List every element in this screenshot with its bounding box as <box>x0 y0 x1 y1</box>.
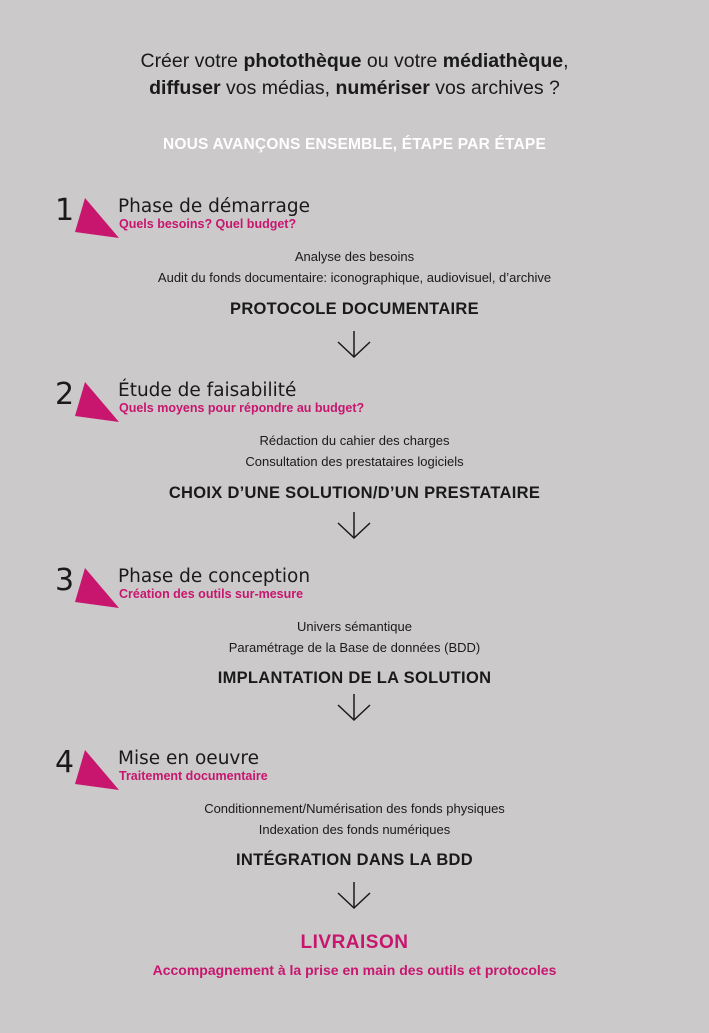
detail-line: Paramétrage de la Base de données (BDD) <box>228 639 481 655</box>
down-arrow-icon <box>336 881 372 911</box>
step-title: Phase de démarrage <box>118 196 310 217</box>
step-title: Phase de conception <box>118 566 311 587</box>
step-4-outcome: INTÉGRATION DANS LA BDD <box>236 851 473 869</box>
step-3-details <box>0 617 709 658</box>
detail-line: Indexation des fonds numériques <box>258 821 451 837</box>
step-number: 2 <box>55 377 75 412</box>
step-subtitle: Quels moyens pour répondre au budget? <box>119 401 365 415</box>
headline <box>0 48 709 102</box>
detail-line: Analyse des besoins <box>294 249 415 264</box>
headline-keyword: photothèque <box>243 50 362 72</box>
down-arrow-icon <box>336 330 372 360</box>
step-number: 3 <box>55 563 75 598</box>
headline-text: vos archives ? <box>429 77 560 99</box>
headline-keyword: diffuser <box>149 77 221 99</box>
step-title: Étude de faisabilité <box>118 380 297 401</box>
step-2-details <box>0 431 709 472</box>
magenta-triangle-icon <box>75 382 121 424</box>
step-title: Mise en oeuvre <box>118 748 259 769</box>
headline-line-2 <box>0 75 709 102</box>
delivery-title: LIVRAISON <box>300 932 409 953</box>
magenta-triangle-icon <box>75 750 121 792</box>
step-4-details <box>0 799 709 840</box>
down-arrow-icon <box>336 693 372 723</box>
step-subtitle: Création des outils sur-mesure <box>119 587 304 601</box>
detail-line: Rédaction du cahier des charges <box>259 433 450 448</box>
delivery-subtitle: Accompagnement à la prise en main des outils et protocoles <box>152 962 557 978</box>
detail-line: Consultation des prestataires logiciels <box>245 453 464 469</box>
headline-keyword: médiathèque <box>442 50 564 72</box>
magenta-triangle-icon <box>75 198 121 240</box>
detail-line: Conditionnement/Numérisation des fonds physiques <box>204 801 505 816</box>
step-number: 1 <box>55 193 75 228</box>
step-1-details <box>0 247 709 288</box>
detail-line: Univers sémantique <box>297 619 412 634</box>
detail-line: Audit du fonds documentaire: iconographique, audiovisuel, d’archive <box>157 269 552 285</box>
tagline: NOUS AVANÇONS ENSEMBLE, ÉTAPE PAR ÉTAPE <box>163 136 546 153</box>
headline-keyword: numériser <box>335 77 430 99</box>
headline-line-1 <box>0 48 709 75</box>
headline-text: , <box>563 50 569 72</box>
step-subtitle: Traitement documentaire <box>119 769 268 783</box>
headline-text: Créer votre <box>140 50 244 72</box>
down-arrow-icon <box>336 511 372 541</box>
magenta-triangle-icon <box>75 568 121 610</box>
step-3-outcome: IMPLANTATION DE LA SOLUTION <box>217 669 492 687</box>
headline-text: ou votre <box>361 50 443 72</box>
step-2-outcome: CHOIX D’UNE SOLUTION/D’UN PRESTATAIRE <box>168 484 541 502</box>
step-1-outcome: PROTOCOLE DOCUMENTAIRE <box>230 300 479 318</box>
headline-text: vos médias, <box>220 77 336 99</box>
step-subtitle: Quels besoins? Quel budget? <box>119 217 297 231</box>
step-number: 4 <box>55 745 75 780</box>
